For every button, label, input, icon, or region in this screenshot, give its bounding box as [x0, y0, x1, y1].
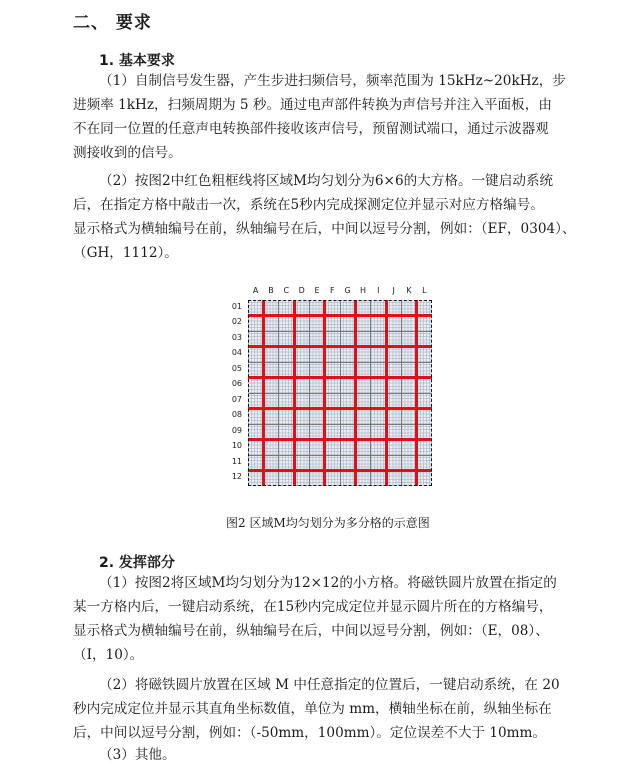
column-label: L	[422, 286, 427, 295]
row-label: 02	[231, 317, 242, 327]
text-line: （1）按图2将区域M均匀划分为12×12的小方格。将磁铁圆片放置在指定的	[99, 575, 557, 591]
text-line: 显示格式为横轴编号在前，纵轴编号在后，中间以逗号分割，例如：（EF，0304）、	[73, 221, 576, 237]
text-line: （I，10）。	[73, 647, 144, 663]
column-label: J	[392, 286, 395, 295]
text-line: 测接收到的信号。	[73, 145, 182, 161]
text-line: （1）自制信号发生器，产生步进扫频信号，频率范围为 15kHz~20kHz，步	[99, 73, 566, 89]
text-line: （GH，1112）。	[73, 245, 178, 261]
region-m-grid	[248, 300, 432, 486]
column-label: D	[298, 286, 305, 295]
row-label: 03	[231, 332, 242, 342]
row-label: 07	[231, 394, 242, 404]
text-line: 不在同一位置的任意声电转换部件接收该声信号，预留测试端口，通过示波器观	[73, 121, 549, 137]
column-label: K	[406, 286, 412, 295]
column-label: G	[344, 286, 351, 295]
column-label: F	[330, 286, 335, 295]
row-label: 12	[231, 472, 242, 482]
column-label: I	[377, 286, 380, 295]
text-line: 后，中间以逗号分割，例如：（-50mm，100mm）。定位误差不大于 10mm。	[73, 725, 547, 741]
text-line: （2）将磁铁圆片放置在区域 M 中任意指定的位置后，一键启动系统，在 20	[99, 677, 560, 693]
text-line: 某一方格内后，一键启动系统，在15秒内完成定位并显示圆片所在的方格编号，	[73, 599, 553, 615]
text-line: 显示格式为横轴编号在前，纵轴编号在后，中间以逗号分割，例如：（E，08）、	[73, 623, 549, 639]
column-label: H	[359, 286, 366, 295]
column-label: E	[314, 286, 320, 295]
section-title: 二、 要求	[73, 13, 152, 33]
row-label: 10	[231, 441, 242, 451]
advanced-heading: 2. 发挥部分	[99, 555, 175, 571]
basic-heading: 1. 基本要求	[99, 53, 175, 69]
text-line: （2）按图2中红色粗框线将区域M均匀划分为6×6的大方格。一键启动系统	[99, 173, 554, 189]
advanced-paragraph-3: （3）其他。	[99, 747, 176, 763]
column-label: B	[268, 286, 274, 295]
column-label: C	[283, 286, 290, 295]
row-label: 09	[231, 425, 242, 435]
column-label: A	[252, 286, 259, 295]
figure-caption: 图2 区域M均匀划分为多分格的示意图	[226, 516, 430, 530]
row-label: 05	[231, 363, 242, 373]
row-label: 04	[231, 348, 242, 358]
text-line: 秒内完成定位并显示其直角坐标数值，单位为 mm，横轴坐标在前，纵轴坐标在	[73, 701, 552, 717]
row-label: 01	[231, 301, 242, 311]
row-label: 11	[231, 456, 242, 466]
row-label: 06	[231, 379, 242, 389]
row-label: 08	[231, 410, 242, 420]
text-line: 进频率 1kHz，扫频周期为 5 秒。通过电声部件转换为声信号并注入平面板，由	[73, 97, 552, 113]
grid-dashed-frame	[248, 300, 432, 486]
text-line: 后，在指定方格中敲击一次，系统在5秒内完成探测定位并显示对应方格编号。	[73, 197, 544, 213]
